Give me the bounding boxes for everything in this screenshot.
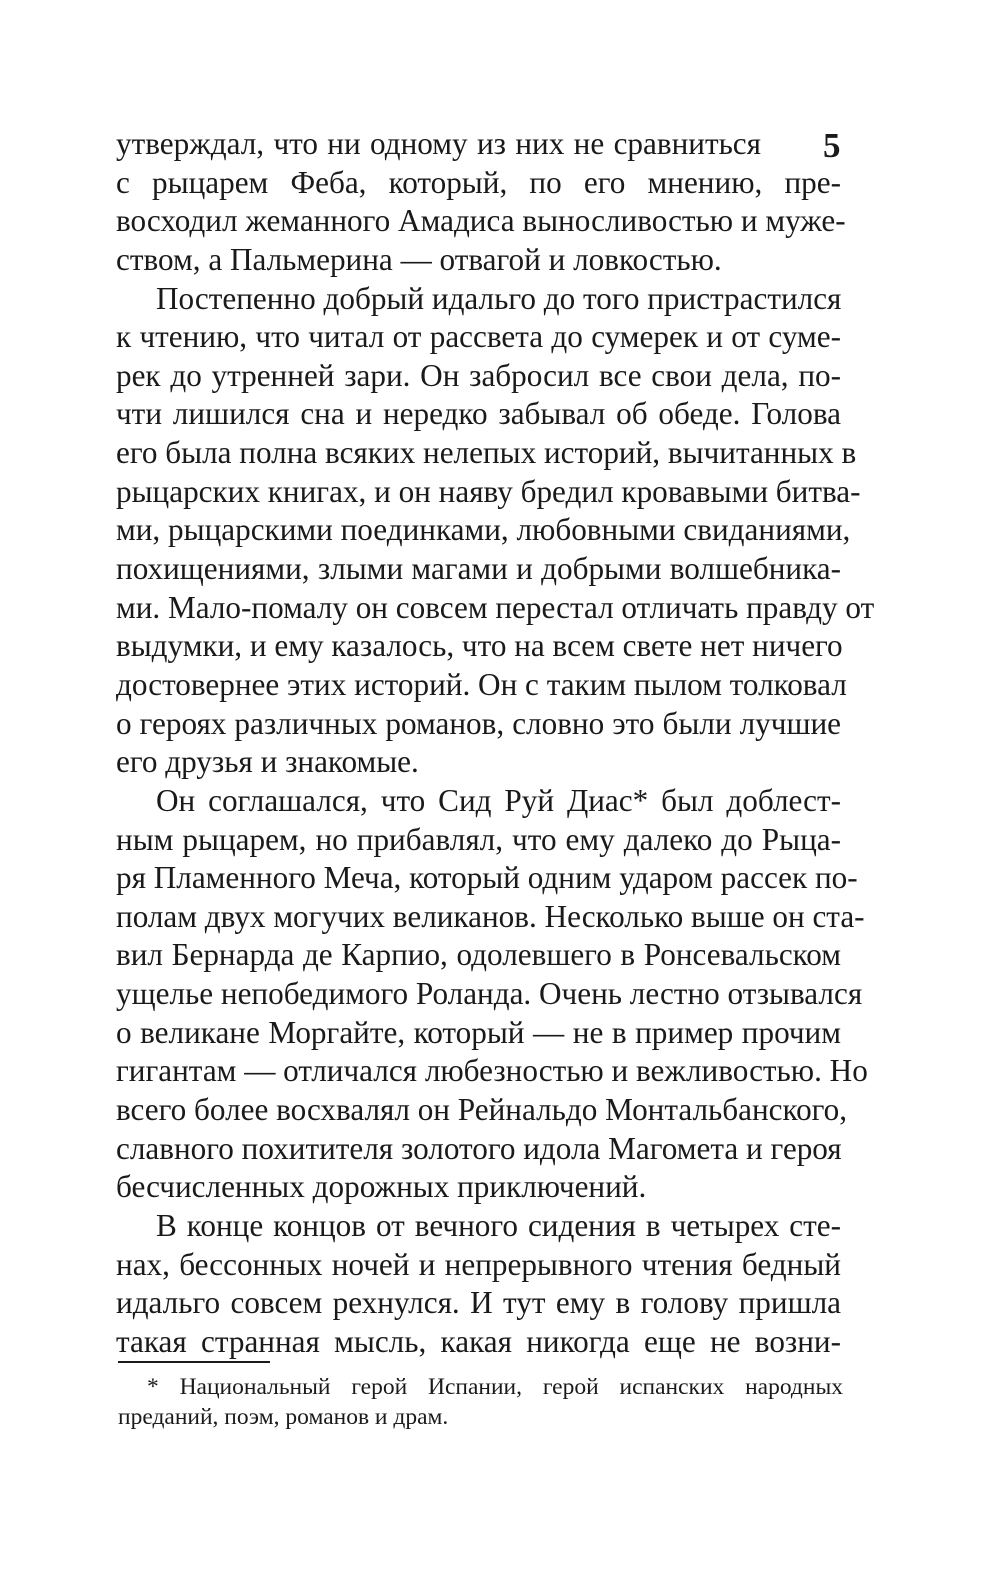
paragraph-1 (116, 125, 846, 280)
text-line: с рыцарем Феба, который, по его мнению, пре- (116, 164, 841, 200)
text-line: о героях различных романов, словно это были лучшие (116, 705, 841, 741)
text-line: В конце концов от вечного сидения в четырех сте- (156, 1207, 841, 1243)
text-line: чти лишился сна и нередко забывал об обеде. Голова (116, 396, 841, 432)
text-line: вил Бернарда де Карпио, одолевшего в Ронсевальском (116, 937, 841, 973)
footnote (118, 1372, 843, 1432)
paragraph-4 (116, 1207, 841, 1362)
text-line: о великане Моргайте, который — не в пример прочим (116, 1014, 841, 1050)
text-line: всего более восхвалял он Рейнальдо Монтальбанского, (116, 1092, 848, 1128)
text-line: Он соглашался, что Сид Руй Диас* был доблест- (156, 782, 841, 818)
text-line: ным рыцарем, но прибавлял, что ему далеко до Рыца- (116, 821, 841, 857)
text-line: славного похитителя золотого идола Магомета и героя (116, 1130, 842, 1166)
text-line: ря Пламенного Меча, который одним ударом рассек по- (116, 860, 858, 896)
text-line: ми. Мало-помалу он совсем перестал отличать правду от (116, 589, 875, 625)
text-line: его друзья и знакомые. (116, 744, 419, 780)
text-line: достовернее этих историй. Он с таким пылом толковал (116, 666, 847, 702)
text-line: гигантам — отличался любезностью и вежливостью. Но (116, 1053, 868, 1089)
footnote-line: * Национальный герой Испании, герой испанских народных (147, 1374, 843, 1400)
page-number: 5 (823, 126, 841, 165)
text-line: ми, рыцарскими поединками, любовными свиданиями, (116, 512, 851, 548)
text-line: к чтению, что читал от рассвета до сумерек и от суме- (116, 319, 841, 355)
body-text (116, 125, 875, 1362)
text-line: утверждал, что ни одному из них не сравниться (116, 126, 761, 161)
text-line: ством, а Пальмерина — отвагой и ловкостью. (116, 241, 722, 277)
text-line: восходил жеманного Амадиса выносливостью и муже- (116, 203, 846, 239)
text-line: его была полна всяких нелепых историй, вычитанных в (116, 435, 857, 471)
text-line: такая странная мысль, какая никогда еще не возни- (116, 1323, 841, 1359)
paragraph-3 (116, 782, 868, 1207)
text-line: ущелье непобедимого Роланда. Очень лестно отзывался (116, 976, 863, 1012)
text-line: нах, бессонных ночей и непрерывного чтения бедный (116, 1246, 841, 1282)
text-line: Постепенно добрый идальго до того пристрастился (156, 280, 842, 316)
text-line: выдумки, и ему казалось, что на всем свете нет ничего (116, 628, 843, 664)
footnote-line: преданий, поэм, романов и драм. (118, 1404, 449, 1430)
text-line: похищениями, злыми магами и добрыми волшебника- (116, 551, 841, 587)
text-line: идальго совсем рехнулся. И тут ему в голову пришла (116, 1285, 841, 1321)
footnote-divider (118, 1361, 270, 1363)
text-line: полам двух могучих великанов. Несколько выше он ста- (116, 898, 865, 934)
text-line: рыцарских книгах, и он наяву бредил кровавыми битва- (116, 473, 861, 509)
paragraph-2 (116, 280, 875, 782)
text-line: бесчисленных дорожных приключений. (116, 1169, 647, 1205)
text-line: рек до утренней зари. Он забросил все свои дела, по- (116, 357, 841, 393)
